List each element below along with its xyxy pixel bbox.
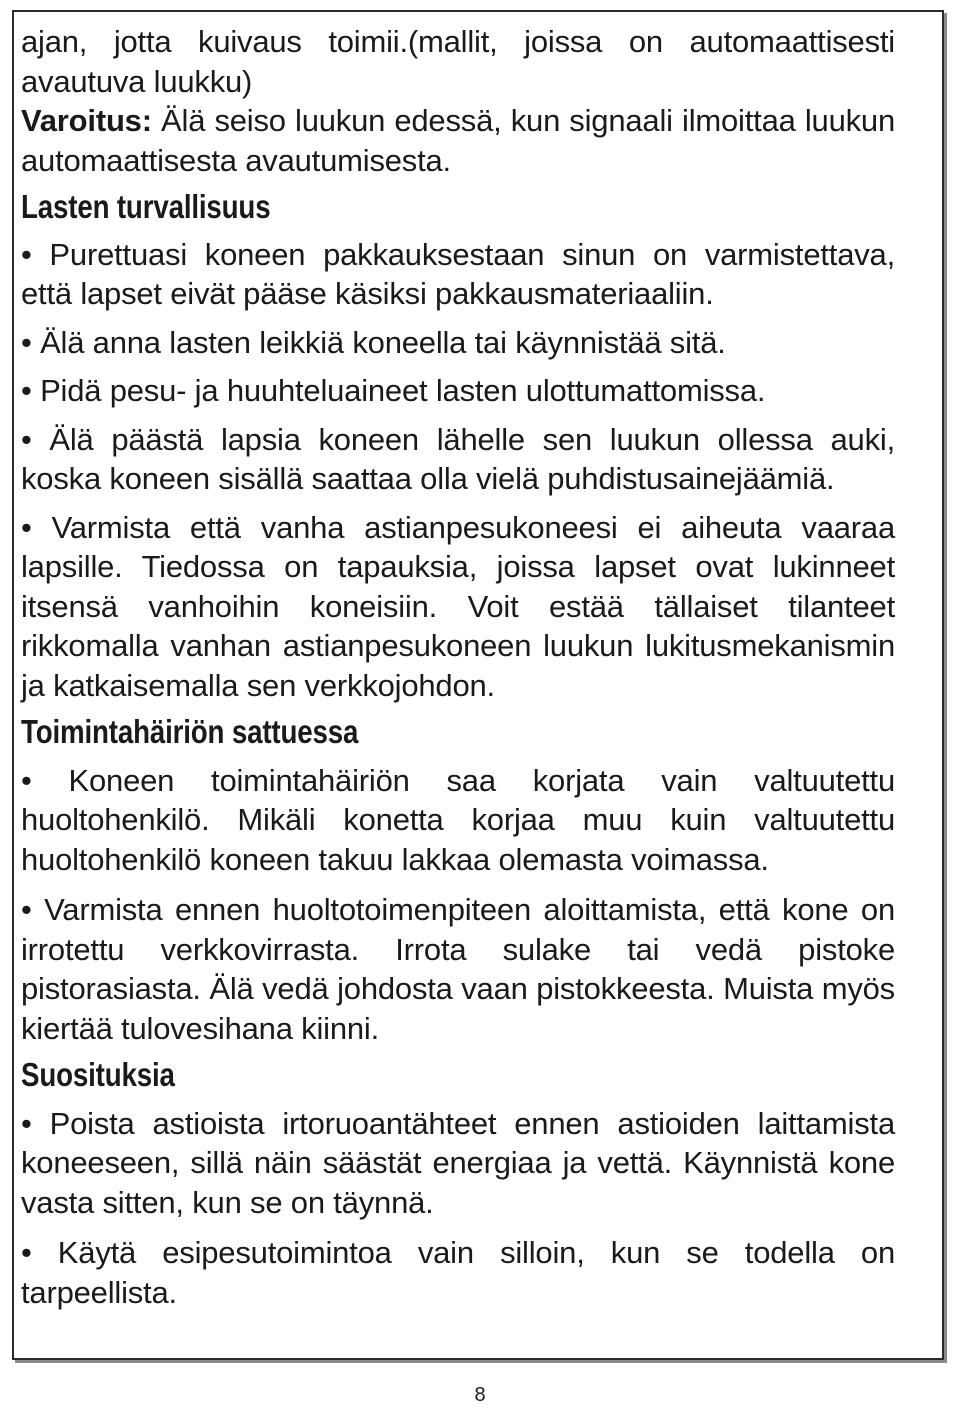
list-item: • Varmista että vanha astianpesukoneesi ei aiheuta vaaraa lapsille. Tiedossa on tapauksia, joissa lapset ovat lukinneet itsensä vanhoihin koneisiin. Voit estää tällaiset tilanteet rikkomalla vanhan astianpesukoneen luukun lukitusmekanismin ja katkaisemalla sen verkkojohdon. (21, 509, 895, 703)
list-item: • Purettuasi koneen pakkauksestaan sinun on varmistettava, että lapset eivät pääse käsiksi pakkausmateriaaliin. (21, 236, 895, 311)
warning-text: Älä seiso luukun edessä, kun signaali ilmoittaa luukun automaattisesta avautumisesta. (21, 103, 895, 178)
list-item: • Käytä esipesutoimintoa vain silloin, kun se todella on tarpeellista. (21, 1235, 895, 1310)
intro-paragraph: ajan, jotta kuivaus toimii.(mallit, joissa on automaattisesti avautuva luukku) (21, 24, 895, 99)
list-item: • Poista astioista irtoruoantähteet ennen astioiden laittamista koneeseen, sillä näin säästät energiaa ja vettä. Käynnistä kone vasta sitten, kun se on täynnä. (21, 1105, 895, 1220)
warning-label: Varoitus: (21, 103, 152, 138)
warning-paragraph (21, 101, 895, 180)
list-item: • Varmista ennen huoltotoimenpiteen aloittamista, että kone on irrotettu verkkovirrasta. Irrota sulake tai vedä pistoke pistorasiasta. Älä vedä johdosta vaan pistokkeesta. Muista myös kiertää tulovesihana kiinni. (21, 892, 895, 1046)
list-item: • Älä anna lasten leikkiä koneella tai käynnistää sitä. (21, 324, 726, 360)
list-item: • Älä päästä lapsia koneen lähelle sen luukun ollessa auki, koska koneen sisällä saattaa olla vielä puhdistusainejäämiä. (21, 421, 895, 496)
page-number: 8 (474, 1384, 486, 1406)
heading-child-safety: Lasten turvallisuus (21, 188, 271, 225)
heading-recommendations: Suosituksia (21, 1056, 175, 1093)
document-body (21, 22, 895, 1312)
list-item: • Pidä pesu- ja huuhteluaineet lasten ulottumattomissa. (21, 373, 766, 408)
list-item: • Koneen toimintahäiriön saa korjata vain valtuutettu huoltohenkilö. Mikäli konetta korjaa muu kuin valtuutettu huoltohenkilö koneen takuu lakkaa olemasta voimassa. (21, 762, 895, 877)
heading-malfunction: Toimintahäiriön sattuessa (21, 713, 359, 750)
